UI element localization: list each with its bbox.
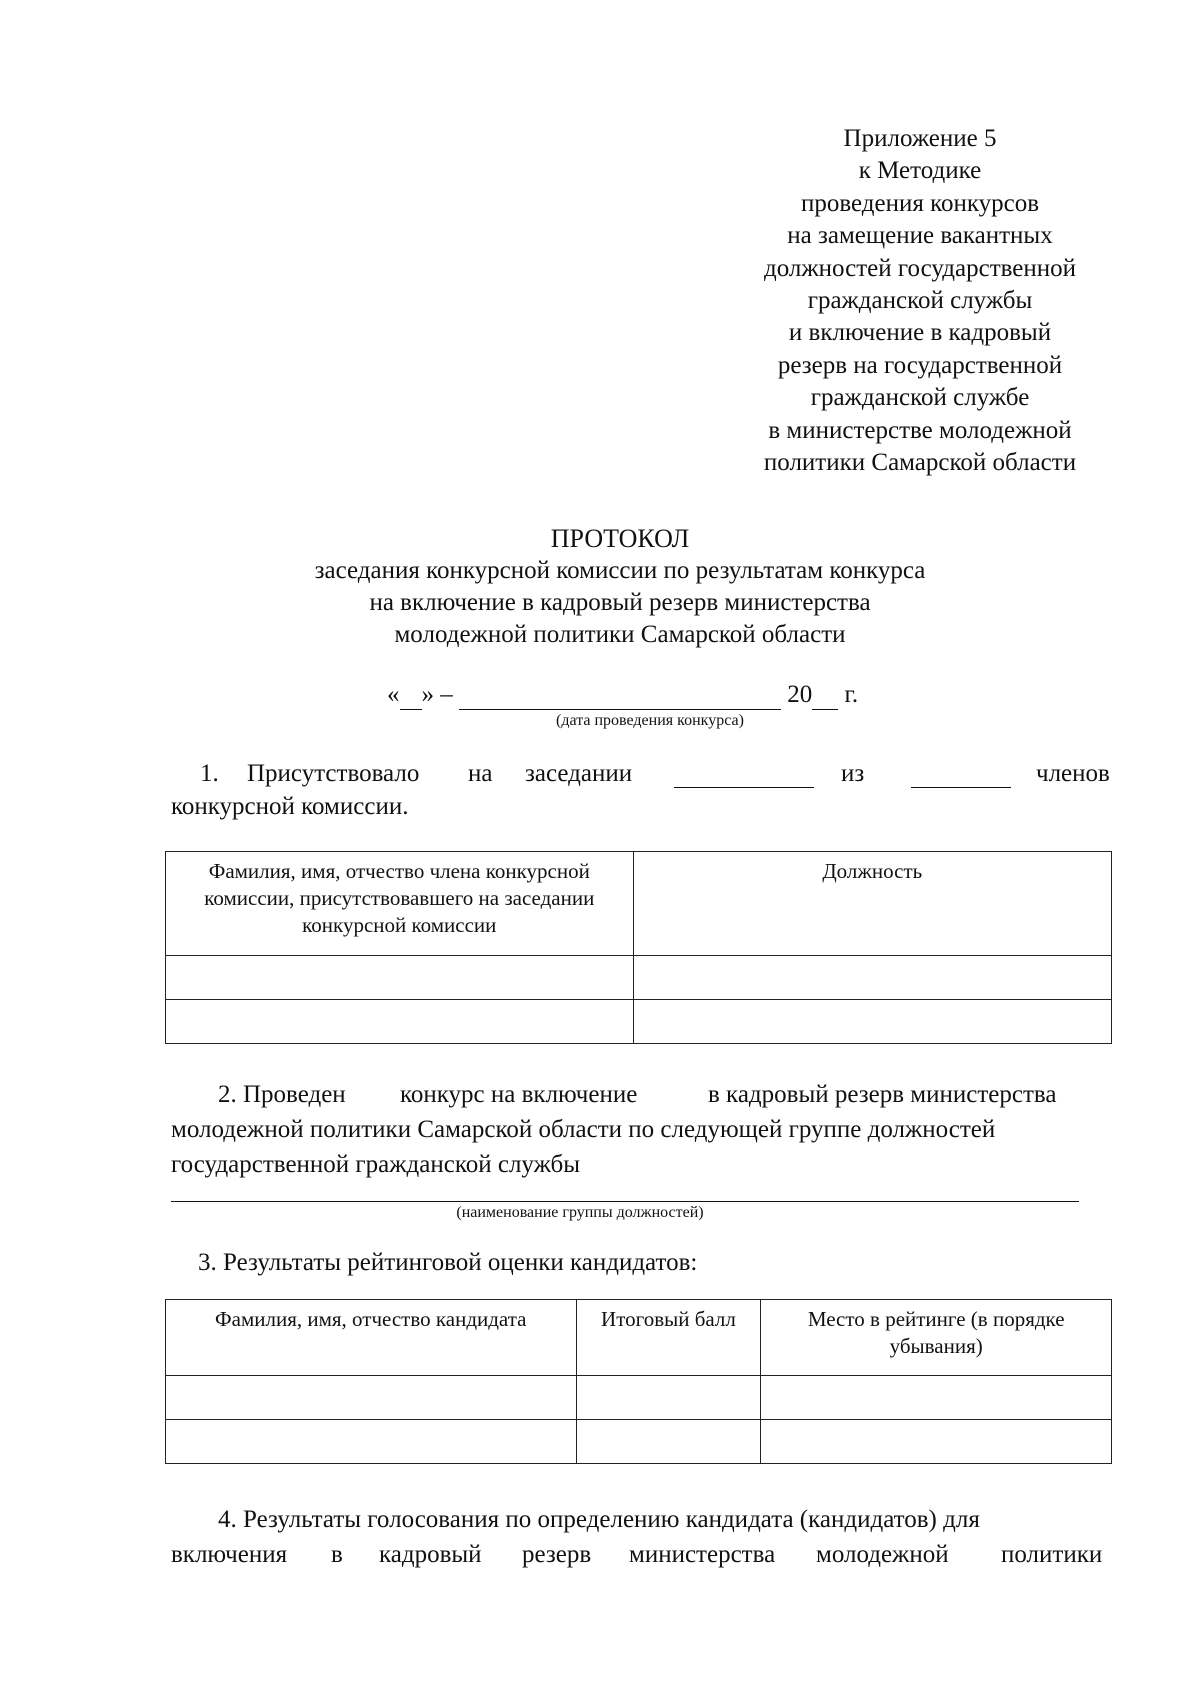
- appendix-line: резерв на государственной: [777, 351, 1063, 379]
- month-blank[interactable]: [459, 709, 781, 710]
- s1-word: Присутствовало: [247, 760, 420, 787]
- header-member-name: Фамилия, имя, отчество члена конкурсной комиссии, присутствовавшего на заседании конкурсной комиссии: [166, 852, 634, 956]
- s4-word: в: [331, 1541, 343, 1568]
- appendix-line: и включение в кадровый: [788, 319, 1052, 347]
- present-count-blank[interactable]: [674, 787, 814, 788]
- section3-heading: 3. Результаты рейтинговой оценки кандидатов:: [198, 1249, 698, 1276]
- table-cell[interactable]: [633, 1000, 1111, 1044]
- title-heading: ПРОТОКОЛ: [550, 524, 690, 553]
- table-cell[interactable]: [761, 1376, 1112, 1420]
- section2-line: [171, 1147, 1115, 1182]
- section4-line: [171, 1537, 1115, 1572]
- appendix-line: гражданской службе: [810, 384, 1030, 412]
- title-line: молодежной политики Самарской области: [394, 621, 846, 648]
- table-row: [166, 956, 1112, 1000]
- table-header-row: [166, 1300, 1112, 1376]
- header-position: Должность: [633, 852, 1111, 956]
- position-group-caption: (наименование группы должностей): [456, 1204, 704, 1221]
- section2: [171, 1077, 1115, 1182]
- s4-word: политики: [1001, 1541, 1103, 1568]
- date-dash: –: [440, 681, 453, 708]
- table-cell[interactable]: [166, 1000, 634, 1044]
- s4-word: министерства: [629, 1541, 776, 1568]
- appendix-line: проведения конкурсов: [800, 189, 1040, 217]
- table-header-row: [166, 852, 1112, 956]
- s4-word: резерв: [522, 1541, 592, 1568]
- appendix-header: [720, 123, 1120, 479]
- s2-fragment: 2. Проведен: [218, 1081, 346, 1108]
- day-blank[interactable]: [400, 709, 422, 710]
- appendix-line: в министерстве молодежной: [768, 416, 1072, 444]
- title-line: заседания конкурсной комиссии по результатам конкурса: [314, 557, 926, 584]
- appendix-line: должностей государственной: [763, 254, 1077, 282]
- s1-word: членов: [1036, 760, 1110, 787]
- s1-word: 1.: [200, 760, 219, 787]
- s4-word: кадровый: [379, 1541, 482, 1568]
- members-table: [165, 851, 1112, 1044]
- s4-word: молодежной: [816, 1541, 949, 1568]
- table-cell[interactable]: [761, 1420, 1112, 1464]
- appendix-line: на замещение вакантных: [787, 222, 1053, 250]
- s1-word: заседании: [525, 760, 633, 787]
- s2-fragment: в кадровый резерв министерства: [708, 1081, 1057, 1108]
- year-blank[interactable]: [812, 709, 838, 710]
- appendix-line: к Методике: [858, 157, 982, 185]
- table-cell[interactable]: [576, 1376, 761, 1420]
- table-cell[interactable]: [166, 956, 634, 1000]
- rating-table: [165, 1299, 1112, 1464]
- date-close-quote: »: [421, 681, 434, 708]
- table-cell[interactable]: [576, 1420, 761, 1464]
- table-row: [166, 1376, 1112, 1420]
- title-line: на включение в кадровый резерв министерства: [369, 589, 871, 616]
- header-total-score: Итоговый балл: [576, 1300, 761, 1376]
- header-candidate-name: Фамилия, имя, отчество кандидата: [166, 1300, 577, 1376]
- s2-text: государственной гражданской службы: [171, 1151, 581, 1178]
- year-suffix: г.: [844, 681, 859, 708]
- section1-line: [171, 760, 1115, 790]
- s1-word: из: [841, 760, 865, 787]
- table-cell[interactable]: [166, 1420, 577, 1464]
- table-row: [166, 1000, 1112, 1044]
- document-title: [200, 523, 1040, 651]
- s4-text: 4. Результаты голосования по определению кандидата (кандидатов) для: [218, 1506, 980, 1533]
- s1-word: на: [468, 760, 493, 787]
- appendix-line: гражданской службы: [807, 287, 1033, 315]
- s4-word: включения: [171, 1541, 288, 1568]
- section2-line: [171, 1112, 1115, 1147]
- table-cell[interactable]: [166, 1376, 577, 1420]
- s2-text: молодежной политики Самарской области по следующей группе должностей: [171, 1116, 996, 1143]
- table-row: [166, 1420, 1112, 1464]
- total-count-blank[interactable]: [911, 787, 1011, 788]
- year-prefix: 20: [787, 681, 813, 708]
- section4: [171, 1502, 1115, 1572]
- date-open-quote: «: [387, 681, 400, 708]
- section4-line: [171, 1502, 1115, 1537]
- date-line: [387, 680, 858, 710]
- header-rating-place: Место в рейтинге (в порядке убывания): [761, 1300, 1112, 1376]
- table-cell[interactable]: [633, 956, 1111, 1000]
- appendix-line: политики Самарской области: [763, 449, 1077, 477]
- position-group-blank[interactable]: [171, 1201, 1079, 1202]
- appendix-line: Приложение 5: [843, 125, 997, 152]
- s2-fragment: конкурс на включение: [400, 1081, 638, 1108]
- section2-line: [171, 1077, 1115, 1112]
- date-caption: (дата проведения конкурса): [556, 712, 744, 729]
- section1-continuation: конкурсной комиссии.: [171, 793, 409, 820]
